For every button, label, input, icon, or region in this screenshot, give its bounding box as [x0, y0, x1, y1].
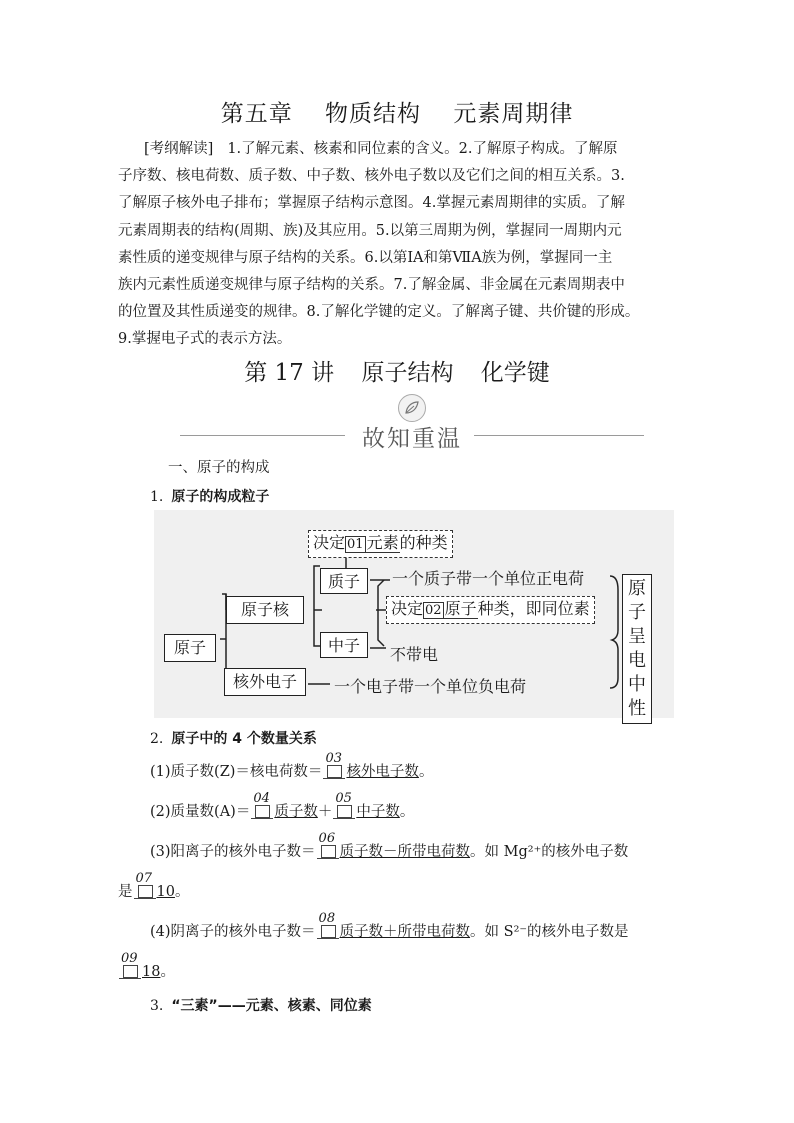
syllabus-paragraph [118, 136, 678, 354]
blank-marker-icon: 08 [318, 921, 338, 939]
relation-4: (4)阴离子的核外电子数＝ 08 质子数＋所带电荷数。如 S²⁻的核外电子数是 [150, 911, 629, 940]
leaf-emblem-icon [398, 394, 426, 422]
relation-4-continued: 09 18。 [121, 951, 175, 980]
atom-box: 原子 [164, 634, 216, 662]
electrons-box: 核外电子 [224, 668, 306, 696]
decide-element-box: 决定 01 元素的种类 [308, 530, 453, 558]
relation-3-continued: 是 07 10。 [118, 871, 190, 900]
subheading-2: 2. 原子中的 4 个数量关系 [150, 731, 317, 747]
syllabus-line: 元素周期表的结构(周期、族)及其应用。5.以第三周期为例，掌握同一周期内元 [118, 222, 622, 239]
relation-2: (2)质量数(A)＝ 04 质子数＋ 05 中子数。 [150, 791, 415, 820]
blank-marker-icon: 09 [120, 961, 140, 979]
lecture-title: 第 17 讲 原子结构 化学键 [244, 360, 550, 386]
neutral-box: 原 子 呈 电 中 性 [622, 574, 652, 724]
blank-marker-icon: 07 [135, 881, 155, 899]
neutron-charge-text: 不带电 [390, 645, 439, 664]
blank-marker-icon: 04 [252, 801, 272, 819]
decide-atom-box: 决定 02 原子种类，即同位素 [386, 596, 595, 624]
proton-charge-text: 一个质子带一个单位正电荷 [392, 569, 585, 588]
banner-text: 故知重温 [362, 426, 462, 452]
subheading-1: 1. 原子的构成粒子 [150, 489, 270, 505]
blank-marker-icon: 06 [318, 841, 338, 859]
syllabus-line: 子序数、核电荷数、质子数、中子数、核外电子数以及它们之间的相互关系。3. [118, 168, 625, 185]
relation-3: (3)阳离子的核外电子数＝ 06 质子数－所带电荷数。如 Mg²⁺的核外电子数 [150, 831, 629, 860]
section-banner [180, 392, 644, 452]
syllabus-tag: [考纲解读] [144, 141, 214, 157]
electron-charge-text: 一个电子带一个单位负电荷 [334, 677, 527, 696]
banner-divider-right [474, 435, 644, 436]
chapter-topic-1: 物质结构 [325, 101, 421, 127]
syllabus-line: 的位置及其性质递变的规律。8.了解化学键的定义。了解离子键、共价键的形成。 [118, 304, 640, 321]
syllabus-line: [考纲解读] 1.了解元素、核素和同位素的含义。2.了解原子构成。了解原 [144, 141, 618, 157]
blank-marker-icon: 05 [334, 801, 354, 819]
chapter-topic-2: 元素周期律 [453, 101, 574, 127]
syllabus-line: 素性质的递变规律与原子结构的关系。6.以第ⅠA和第ⅦA族为例，掌握同一主 [118, 249, 613, 266]
syllabus-line: 9.掌握电子式的表示方法。 [118, 331, 292, 348]
nucleus-box: 原子核 [226, 596, 304, 624]
relation-1: (1)质子数(Z)＝核电荷数＝ 03 核外电子数。 [150, 751, 434, 780]
atom-structure-diagram [154, 510, 674, 718]
neutron-box: 中子 [320, 632, 368, 658]
blank-marker-icon: 03 [324, 761, 344, 779]
syllabus-line: 族内元素性质递变规律与原子结构的关系。7.了解金属、非金属在元素周期表中 [118, 277, 625, 294]
section-heading: 一、原子的构成 [168, 460, 270, 476]
chapter-number: 第五章 [220, 101, 293, 127]
syllabus-line: 了解原子核外电子排布；掌握原子结构示意图。4.掌握元素周期律的实质。了解 [118, 195, 625, 212]
proton-box: 质子 [320, 568, 368, 594]
subheading-3: 3. “三素”——元素、核素、同位素 [150, 998, 372, 1014]
chapter-title [0, 95, 794, 128]
